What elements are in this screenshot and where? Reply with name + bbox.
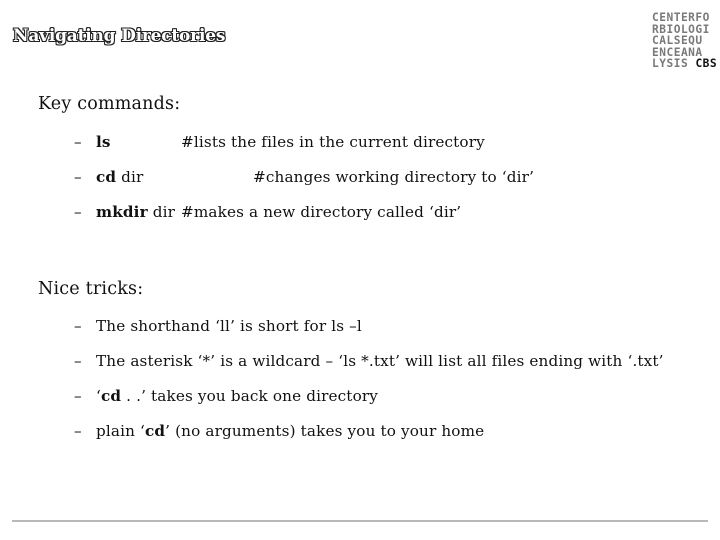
command-name: cd (100, 387, 122, 405)
command-name: mkdir (96, 203, 148, 221)
bullet-dash: – (74, 203, 82, 221)
logo-line-prefix: LYSIS (652, 57, 689, 71)
key-command-item (74, 168, 143, 186)
footer-divider (12, 520, 708, 522)
trick-text: ’ (no arguments) takes you to your home (165, 422, 485, 440)
trick-text: plain ‘ (96, 422, 145, 440)
bullet-dash: – (74, 422, 82, 440)
command-arg: dir (147, 203, 176, 221)
command-comment: #lists the files in the current directory (181, 133, 485, 151)
logo-line (652, 58, 717, 70)
trick-item (74, 422, 484, 440)
command-comment: #makes a new directory called ‘dir’ (181, 203, 462, 221)
bullet-dash: – (74, 133, 82, 151)
trick-item (74, 387, 378, 405)
logo-line: RBIOLOGI (652, 22, 710, 36)
command-arg: dir (116, 168, 144, 186)
logo-line: CENTERFO (652, 11, 710, 24)
command-name: cd (144, 422, 166, 440)
trick-text: ‘ (96, 387, 101, 405)
bullet-dash: – (74, 387, 82, 405)
command-name: ls (96, 133, 111, 151)
key-command-item (74, 203, 175, 221)
slide-title: Navigating Directories (13, 26, 226, 46)
command-comment: #changes working directory to ‘dir’ (253, 168, 535, 186)
bullet-dash: – (74, 352, 82, 370)
command-name: cd (96, 168, 117, 186)
cbs-logo (652, 12, 717, 70)
key-command-item (74, 133, 111, 151)
trick-text: The asterisk ‘*’ is a wildcard – ‘ls *.txt’ will list all files ending with ‘.txt’ (96, 352, 664, 370)
logo-accent: CBS (695, 57, 718, 71)
trick-text: . .’ takes you back one directory (121, 387, 378, 405)
trick-item (74, 352, 664, 370)
logo-line: ENCEANA (652, 45, 703, 59)
trick-text: The shorthand ‘ll’ is short for ls –l (96, 317, 362, 335)
key-commands-heading: Key commands: (38, 94, 181, 114)
trick-item (74, 317, 362, 335)
nice-tricks-heading: Nice tricks: (38, 279, 144, 299)
bullet-dash: – (74, 168, 82, 186)
bullet-dash: – (74, 317, 82, 335)
logo-line: CALSEQU (652, 34, 703, 48)
